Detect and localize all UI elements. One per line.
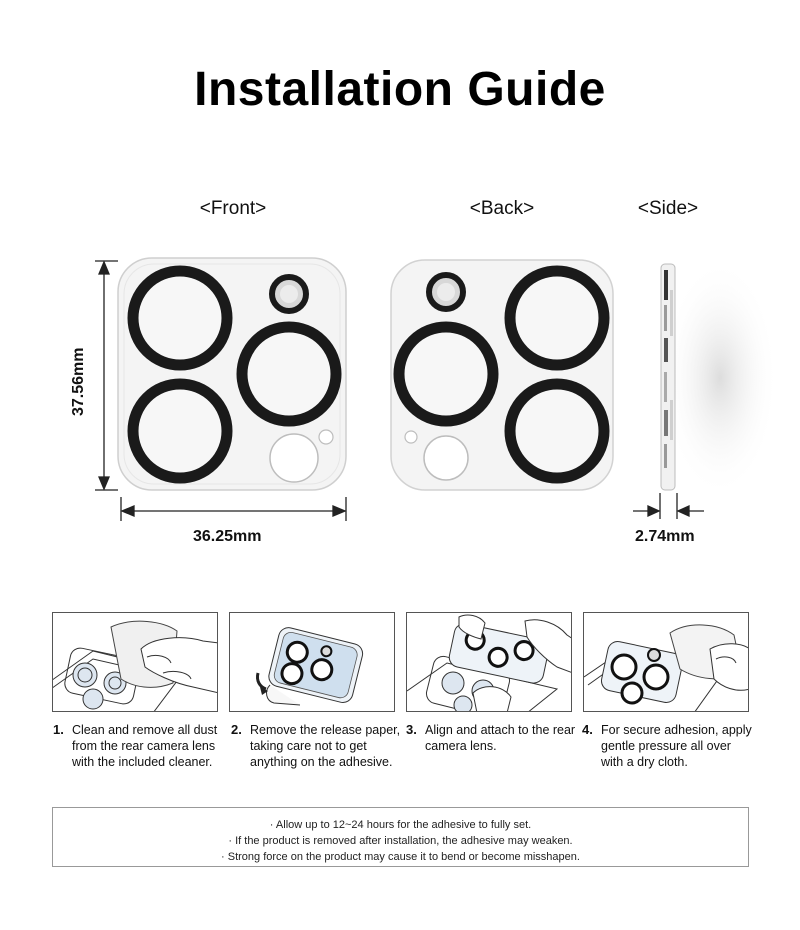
height-dimension-line [95,261,118,490]
step-2-illustration [229,612,395,712]
front-lens-protector [118,258,346,490]
front-view-label: <Front> [199,198,267,219]
step-2-description: Remove the release paper, taking care not to get anything on the adhesive. [250,723,401,769]
step-4-number: 4. [582,722,593,737]
step-2-number: 2. [231,722,242,737]
note-item: · If the product is removed after installation, the adhesive may weaken. [228,835,573,847]
page-title: Installation Guide [194,63,606,116]
thickness-dimension-line [633,493,704,519]
step-3-number: 3. [406,722,417,737]
thickness-dimension-label: 2.74mm [635,528,695,545]
step-3-text [406,722,576,754]
back-view-label: <Back> [469,198,535,219]
step-4-description: For secure adhesion, apply gentle pressure all over with a dry cloth. [601,723,752,769]
side-lens-protector [661,258,778,498]
side-view-label: <Side> [637,198,699,219]
note-item: · Strong force on the product may cause it to bend or become misshapen. [221,851,580,863]
width-dimension-label: 36.25mm [193,528,262,545]
height-dimension-label: 37.56mm [70,347,87,416]
step-1-number: 1. [53,722,64,737]
note-item: · Allow up to 12~24 hours for the adhesive to fully set. [269,819,532,831]
step-4-illustration [583,612,749,712]
step-illustrations [52,612,749,712]
step-1-text [53,722,223,770]
step-1-description: Clean and remove all dust from the rear camera lens with the included cleaner. [72,723,218,769]
step-3-illustration [406,612,572,712]
width-dimension-line [121,497,346,521]
product-illustration [0,240,800,530]
notes-box [52,807,749,867]
step-1-illustration [52,612,218,712]
back-lens-protector [391,260,613,490]
step-4-text [582,722,752,770]
step-2-text [231,722,401,770]
step-3-description: Align and attach to the rear camera lens. [425,723,576,753]
